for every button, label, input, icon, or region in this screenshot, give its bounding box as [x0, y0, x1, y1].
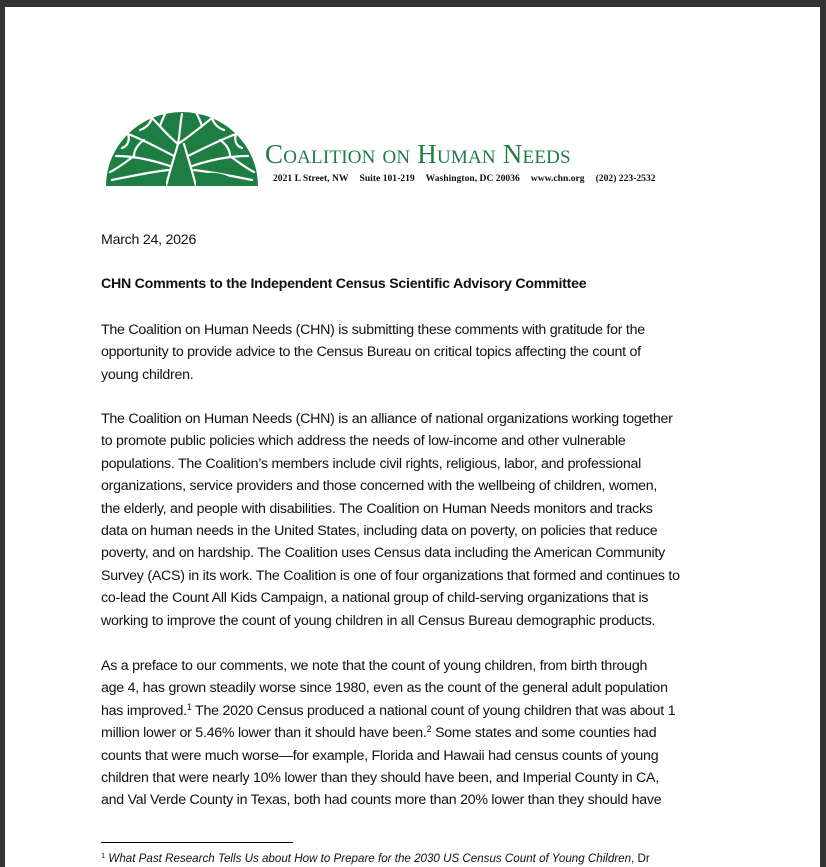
address-street: 2021 L Street, NW: [273, 173, 349, 184]
paragraph-line: The Coalition on Human Needs (CHN) is submitting these comments with gratitude for the: [101, 322, 645, 338]
paragraph-line: co-lead the Count All Kids Campaign, a national group of child-serving organizations that is: [101, 590, 649, 607]
line-text: Some states and some counties had: [431, 725, 657, 742]
document-title: CHN Comments to the Independent Census Scientific Advisory Committee: [101, 276, 587, 292]
paragraph-line: age 4, has grown steadily worse since 1980, even as the count of the general adult population: [101, 680, 668, 697]
document-date: March 24, 2026: [101, 232, 197, 248]
paragraph-about-chn: [101, 408, 741, 632]
line-text: million lower or 5.46% lower than it should have been.: [101, 725, 427, 742]
line-text: The 2020 Census produced a national count of young children that was about 1: [191, 702, 676, 719]
address-phone: (202) 223-2532: [595, 173, 656, 184]
paragraph-line: children that were nearly 10% lower than they should have been, and Imperial County in CA,: [101, 770, 659, 787]
organization-name: Coalition on Human Needs: [265, 139, 571, 169]
paragraph-line: data on human needs in the United States, including data on poverty, on policies that reduce: [101, 523, 658, 540]
footnote-ref-1[interactable]: 1: [186, 701, 192, 712]
document-page: [5, 7, 820, 867]
paragraph-intro: [101, 319, 741, 386]
footnote-text: , Dr: [631, 852, 650, 865]
footnote-1: [101, 852, 650, 865]
line-text: has improved.: [101, 702, 187, 719]
paragraph-line: [101, 722, 741, 744]
paragraph-line: counts that were much worse—for example, Florida and Hawaii had census counts of young: [101, 747, 659, 764]
paragraph-line: young children.: [101, 366, 194, 383]
footnote-ref-2[interactable]: 2: [426, 724, 432, 735]
paragraph-line: [101, 700, 741, 722]
footnote-number: 1: [101, 851, 106, 860]
paragraph-line: Survey (ACS) in its work. The Coalition is one of four organizations that formed and continues to: [101, 567, 680, 584]
tree-logo-icon: [104, 110, 260, 186]
paragraph-line: the elderly, and people with disabilities. The Coalition on Human Needs monitors and tracks: [101, 500, 653, 517]
paragraph-line: poverty, and on hardship. The Coalition uses Census data including the American Community: [101, 545, 665, 562]
paragraph-line: The Coalition on Human Needs (CHN) is an alliance of national organizations working together: [101, 411, 673, 427]
paragraph-line: organizations, service providers and those concerned with the wellbeing of children, women,: [101, 478, 658, 495]
address-suite: Suite 101-219: [359, 173, 415, 184]
paragraph-preface: [101, 655, 741, 812]
paragraph-line: to promote public policies which address the needs of low-income and other vulnerable: [101, 433, 626, 450]
paragraph-line: populations. The Coalition’s members include civil rights, religious, labor, and professional: [101, 455, 642, 472]
address-website[interactable]: www.chn.org: [530, 173, 585, 184]
paragraph-line: As a preface to our comments, we note that the count of young children, from birth through: [101, 658, 648, 674]
paragraph-line: working to improve the count of young children in all Census Bureau demographic products.: [101, 612, 656, 629]
footnote-separator: [101, 842, 293, 843]
organization-address: [273, 173, 667, 184]
paragraph-line: opportunity to provide advice to the Census Bureau on critical topics affecting the count of: [101, 344, 641, 361]
footnote-title: What Past Research Tells Us about How to Prepare for the 2030 US Census Count of Young Children: [108, 852, 632, 865]
address-city: Washington, DC 20036: [425, 173, 520, 184]
paragraph-line: and Val Verde County in Texas, both had counts more than 20% lower than they should have: [101, 792, 662, 809]
